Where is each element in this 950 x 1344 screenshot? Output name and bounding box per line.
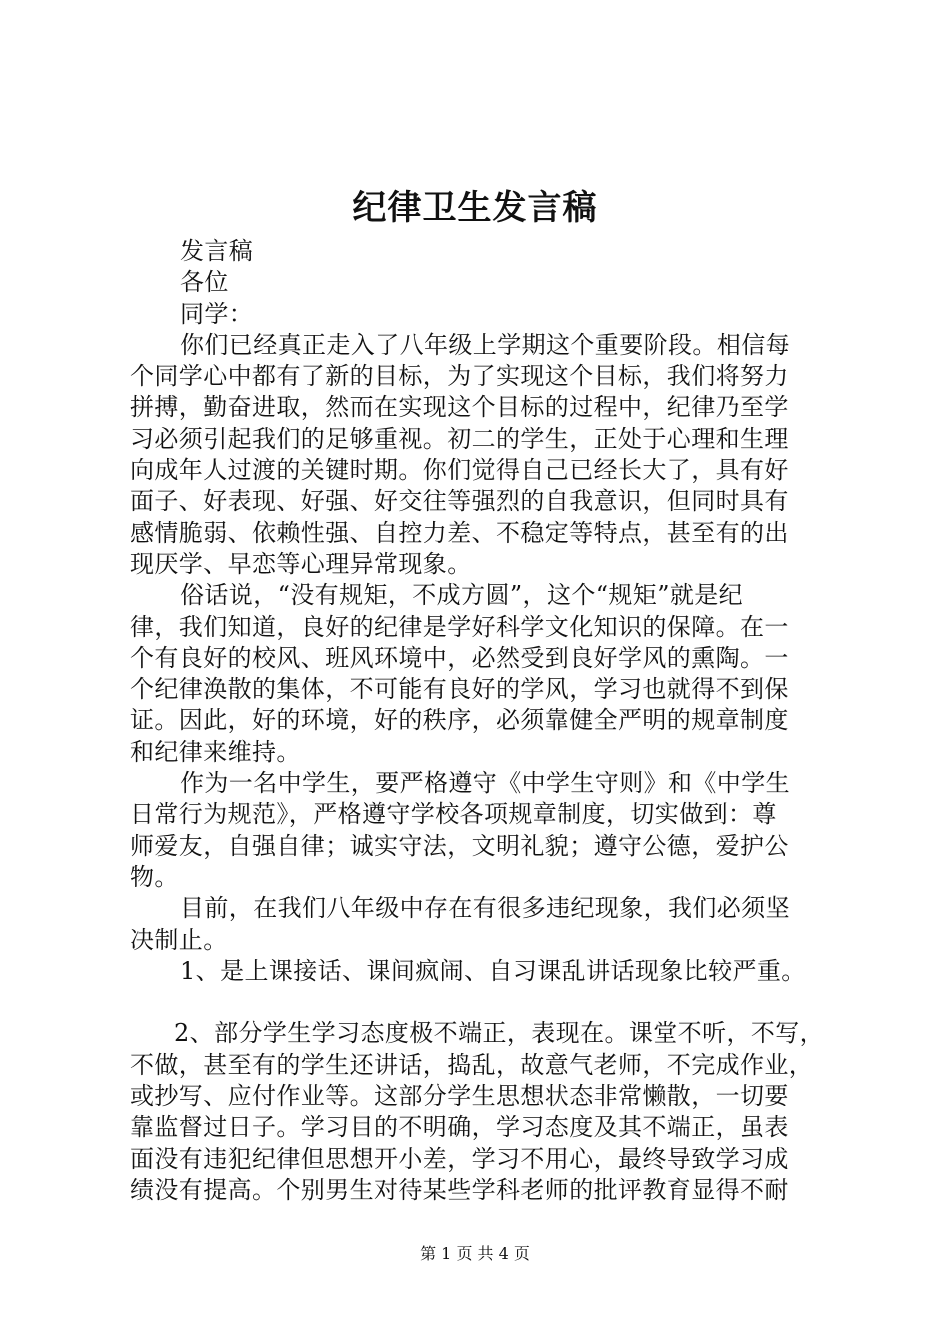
text-line: 或抄写、应付作业等。这部分学生思想状态非常懒散，一切要 bbox=[130, 1082, 789, 1111]
text-line: 绩没有提高。个别男生对待某些学科老师的批评教育显得不耐 bbox=[130, 1175, 789, 1204]
text-line: 感情脆弱、依赖性强、自控力差、不稳定等特点，甚至有的出 bbox=[130, 518, 789, 547]
text-line: 面没有违犯纪律但思想开小差，学习不用心，最终导致学习成 bbox=[130, 1144, 789, 1173]
document-body bbox=[130, 236, 830, 1206]
text-line: 同学： bbox=[180, 299, 254, 328]
text-line: 个有良好的校风、班风环境中，必然受到良好学风的熏陶。一 bbox=[130, 643, 789, 672]
document-title: 纪律卫生发言稿 bbox=[352, 188, 598, 228]
text-line: 作为一名中学生，要严格遵守《中学生守则》和《中学生 bbox=[180, 769, 790, 798]
text-line: 靠监督过日子。学习目的不明确，学习态度及其不端正，虽表 bbox=[130, 1113, 789, 1142]
text-line: 2、部分学生学习态度极不端正，表现在。课堂不听，不写， bbox=[174, 1019, 825, 1048]
text-line: 日常行为规范》，严格遵守学校各项规章制度，切实做到：尊 bbox=[130, 800, 777, 829]
text-line: 向成年人过渡的关键时期。你们觉得自己已经长大了，具有好 bbox=[130, 456, 789, 485]
text-line: 目前，在我们八年级中存在有很多违纪现象，我们必须坚 bbox=[180, 894, 790, 923]
blank-line bbox=[130, 987, 830, 1018]
text-line: 不做，甚至有的学生还讲话，捣乱，故意气老师，不完成作业， bbox=[130, 1050, 814, 1079]
text-line: 现厌学、早恋等心理异常现象。 bbox=[130, 549, 472, 578]
text-line: 和纪律来维持。 bbox=[130, 737, 301, 766]
text-line: 物。 bbox=[130, 862, 179, 891]
text-line: 个纪律涣散的集体，不可能有良好的学风，学习也就得不到保 bbox=[130, 675, 789, 704]
text-line: 习必须引起我们的足够重视。初二的学生，正处于心理和生理 bbox=[130, 424, 789, 453]
text-line: 师爱友，自强自律；诚实守法，文明礼貌；遵守公德，爱护公 bbox=[130, 831, 789, 860]
text-line: 拼搏，勤奋进取，然而在实现这个目标的过程中，纪律乃至学 bbox=[130, 393, 789, 422]
text-line: 面子、好表现、好强、好交往等强烈的自我意识，但同时具有 bbox=[130, 487, 789, 516]
text-line: 律，我们知道，良好的纪律是学好科学文化知识的保障。在一 bbox=[130, 612, 789, 641]
text-line: 1、是上课接话、课间疯闹、自习课乱讲话现象比较严重。 bbox=[180, 956, 806, 985]
text-line: 俗话说，“没有规矩，不成方圆”，这个“规矩”就是纪 bbox=[180, 581, 744, 610]
text-line: 发言稿 bbox=[180, 237, 254, 265]
text-line: 各位 bbox=[180, 268, 229, 297]
text-line: 证。因此，好的环境，好的秩序，必须靠健全严明的规章制度 bbox=[130, 706, 789, 735]
text-line: 个同学心中都有了新的目标，为了实现这个目标，我们将努力 bbox=[130, 362, 789, 391]
page-footer: 第 1 页 共 4 页 bbox=[420, 1244, 530, 1263]
text-line: 决制止。 bbox=[130, 925, 228, 954]
text-line: 你们已经真正走入了八年级上学期这个重要阶段。相信每 bbox=[180, 330, 790, 359]
